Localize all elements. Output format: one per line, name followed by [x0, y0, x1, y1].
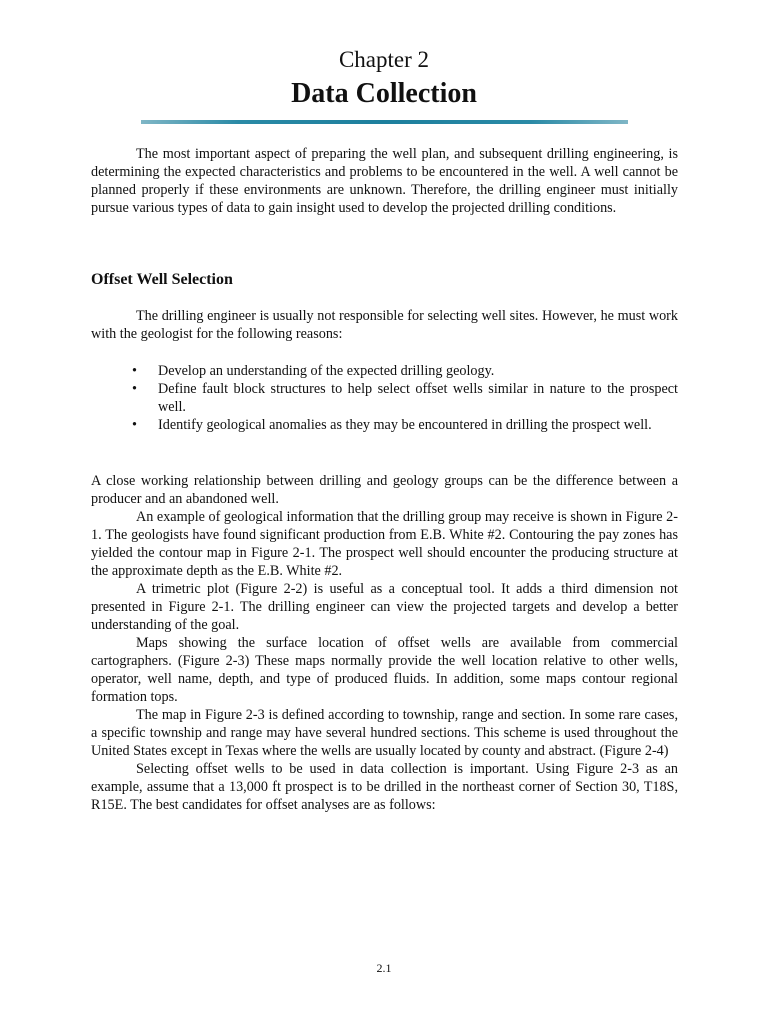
paragraph-selecting-offsets: Selecting offset wells to be used in data collection is important. Using Figure 2-3 as an example, assume that a 13,000 ft prospect is to be drilled in the northeast corner of Section 30, T18S, R15E. The best candidates for offset analyses are as follows:	[91, 761, 678, 813]
intro-paragraph: The most important aspect of preparing the well plan, and subsequent drilling engineering, is determining the expected characteristics and problems to be encountered in the well. A well cannot be planned properly if these environments are unknown. Therefore, the drilling engineer must initially pursue various types of data to gain insight used to develop the projected drilling conditions.	[91, 146, 678, 216]
list-item-text: Develop an understanding of the expected drilling geology.	[158, 363, 495, 379]
main-text	[91, 472, 678, 814]
bullet-icon: •	[132, 417, 137, 433]
section-heading: Offset Well Selection	[91, 271, 233, 288]
paragraph-geological-info: An example of geological information that the drilling group may receive is shown in Figure 2-1. The geologists have found significant production from E.B. White #2. Contouring the pay zones has yielded the contour map in Figure 2-1. The prospect well should encounter the producing structure at the approximate depth as the E.B. White #2.	[91, 509, 678, 579]
list-item	[91, 416, 678, 434]
section-lead	[91, 307, 678, 343]
bullet-icon: •	[132, 381, 137, 397]
section-lead-paragraph: The drilling engineer is usually not responsible for selecting well sites. However, he must work with the geologist for the following reasons:	[91, 308, 678, 342]
list-item-text: Define fault block structures to help select offset wells similar in nature to the prospect well.	[158, 381, 678, 415]
chapter-label: Chapter 2	[338, 47, 430, 72]
list-item	[91, 380, 678, 416]
paragraph-maps: Maps showing the surface location of offset wells are available from commercial cartographers. (Figure 2-3) These maps normally provide the well location relative to other wells, operator, well name, depth, and type of produced fluids. In addition, some maps contour regional formation tops.	[91, 635, 678, 705]
bullet-icon: •	[132, 363, 137, 379]
paragraph-trimetric-plot: A trimetric plot (Figure 2-2) is useful as a conceptual tool. It adds a third dimension not presented in Figure 2-1. The drilling engineer can view the projected targets and develop a better understanding of the goal.	[91, 581, 678, 633]
chapter-title: Data Collection	[291, 78, 477, 109]
paragraph-township: The map in Figure 2-3 is defined according to township, range and section. In some rare cases, a specific township and range may have several hundred sections. This scheme is used throughout the United States except in Texas where the wells are usually located by county and abstract. (Figure 2-4)	[91, 707, 678, 759]
intro-section	[91, 145, 678, 217]
list-item	[91, 362, 678, 380]
paragraph-relationship: A close working relationship between drilling and geology groups can be the difference between a producer and an abandoned well.	[91, 473, 678, 507]
title-divider	[141, 120, 628, 124]
page-number: 2.1	[376, 961, 392, 975]
list-item-text: Identify geological anomalies as they may be encountered in drilling the prospect well.	[158, 417, 652, 433]
reasons-list	[91, 362, 678, 434]
